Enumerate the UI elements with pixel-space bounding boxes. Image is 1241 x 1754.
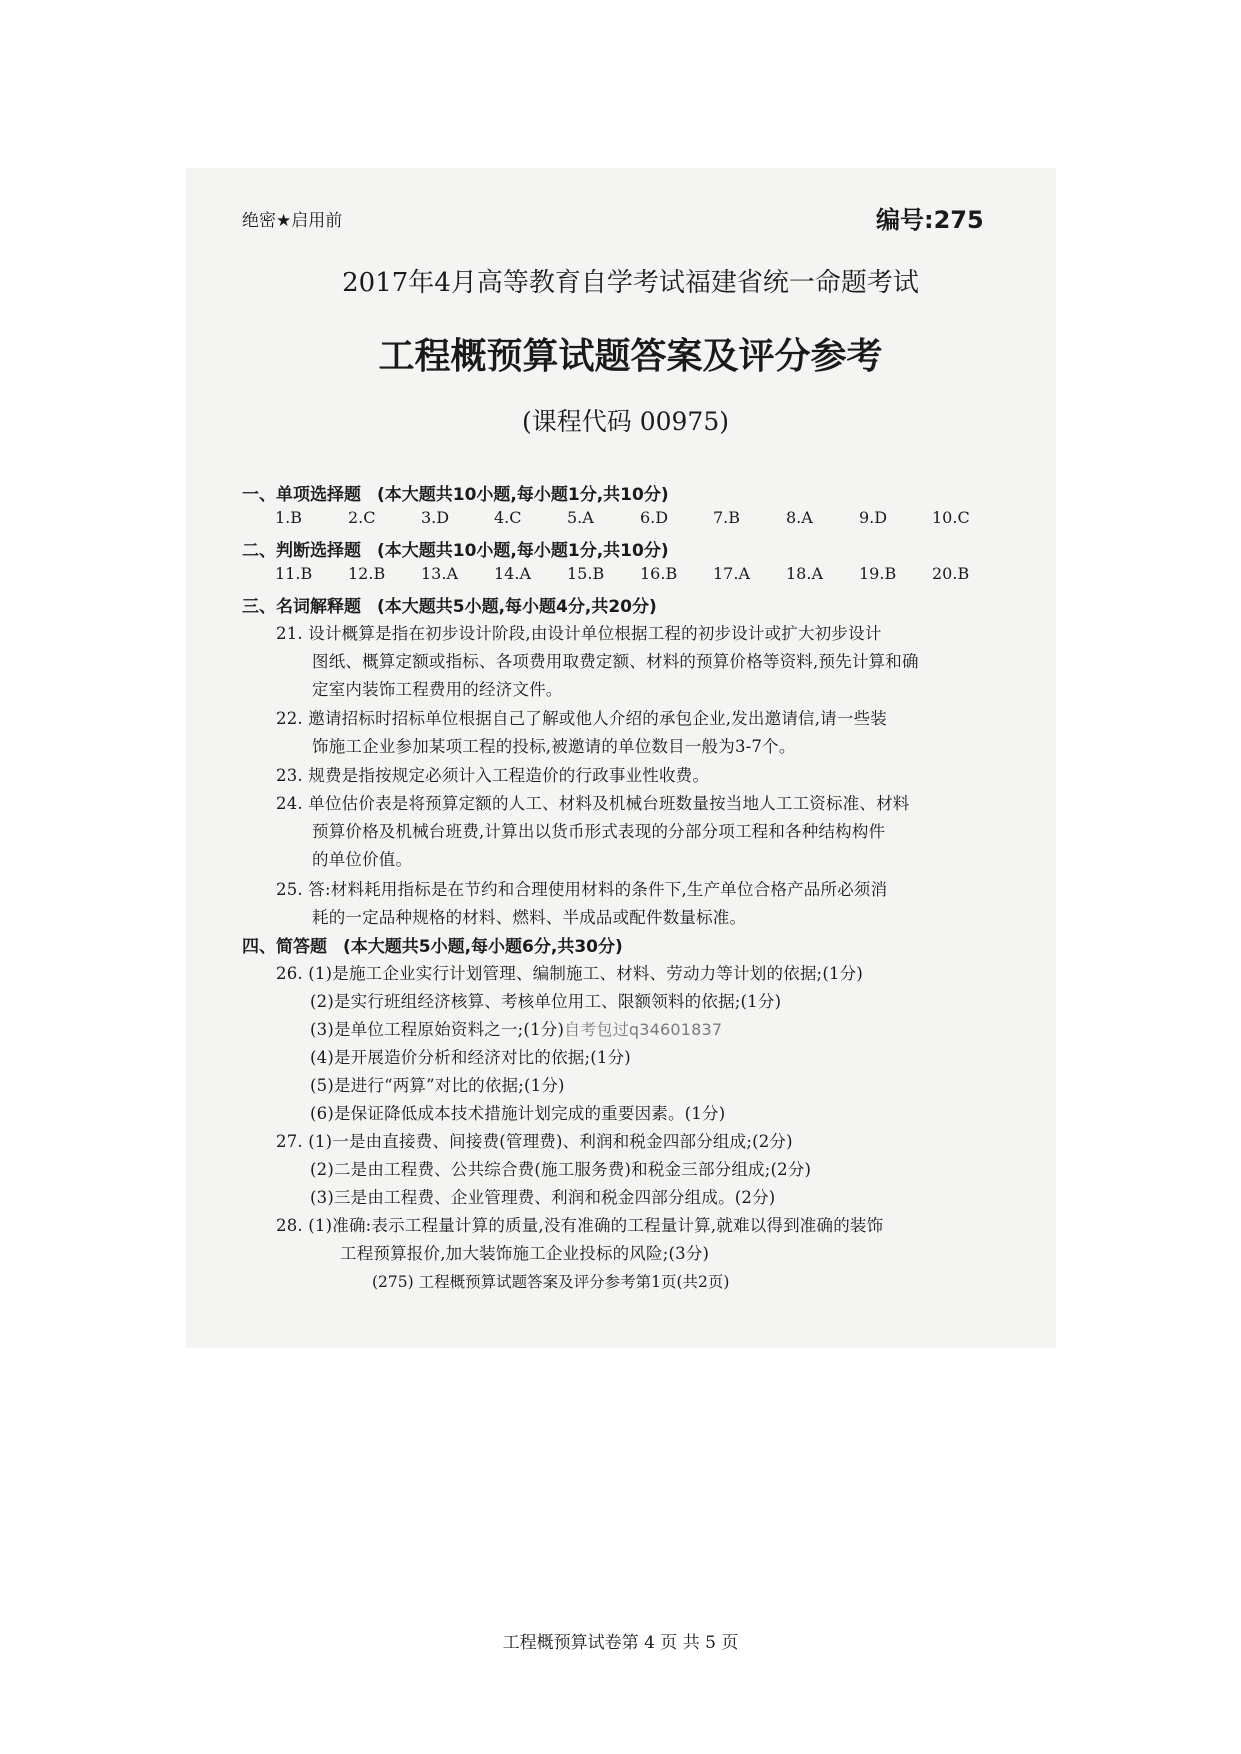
q21-line-3: 定室内装饰工程费用的经济文件。 xyxy=(312,680,563,699)
q27-line-2: (2)二是由工程费、公共综合费(施工服务费)和税金三部分组成;(2分) xyxy=(310,1160,812,1179)
answer-item: 19.B xyxy=(859,564,897,583)
q24-line-2: 预算价格及机械台班费,计算出以货币形式表现的分部分项工程和各种结构构件 xyxy=(312,822,886,841)
q21-line-2: 图纸、概算定额或指标、各项费用取费定额、材料的预算价格等资料,预先计算和确 xyxy=(312,652,919,671)
answer-item: 16.B xyxy=(640,564,678,583)
q22-line-1: 22. 邀请招标时招标单位根据自己了解或他人介绍的承包企业,发出邀请信,请一些装 xyxy=(276,709,887,728)
confidential-label: 绝密★启用前 xyxy=(242,211,343,231)
answers-row-1 xyxy=(275,508,1005,527)
q26-line-3: (3)是单位工程原始资料之一;(1分)自考包过q34601837 xyxy=(310,1020,723,1039)
section-desc: (本大题共5小题,每小题6分,共30分) xyxy=(343,937,623,957)
q26-line-4: (4)是开展造价分析和经济对比的依据;(1分) xyxy=(310,1048,631,1067)
answer-item: 11.B xyxy=(275,564,313,583)
answer-item: 5.A xyxy=(567,508,594,527)
section-4-heading xyxy=(242,932,623,957)
exam-title: 2017年4月高等教育自学考试福建省统一命题考试 xyxy=(342,268,919,298)
q22-line-2: 饰施工企业参加某项工程的投标,被邀请的单位数目一般为3-7个。 xyxy=(312,737,796,756)
answer-item: 17.A xyxy=(713,564,750,583)
q25-line-2: 耗的一定品种规格的材料、燃料、半成品或配件数量标准。 xyxy=(312,908,747,927)
course-code: (课程代码 00975) xyxy=(522,407,729,436)
answers-row-2 xyxy=(275,564,1005,583)
answer-item: 3.D xyxy=(421,508,450,527)
watermark-text: 自考包过q34601837 xyxy=(564,1020,723,1039)
section-3-heading xyxy=(242,592,657,617)
section-2-heading xyxy=(242,536,669,561)
q26-line-2: (2)是实行班组经济核算、考核单位用工、限额领料的依据;(1分) xyxy=(310,992,782,1011)
answer-item: 18.A xyxy=(786,564,823,583)
q25-line-1: 25. 答:材料耗用指标是在节约和合理使用材料的条件下,生产单位合格产品所必须消 xyxy=(276,880,888,899)
answer-item: 8.A xyxy=(786,508,813,527)
paper-number: 编号:275 xyxy=(876,206,984,234)
section-desc: (本大题共10小题,每小题1分,共10分) xyxy=(377,541,669,561)
q26-line-1: 26. (1)是施工企业实行计划管理、编制施工、材料、劳动力等计划的依据;(1分) xyxy=(276,964,863,983)
q26-line-6: (6)是保证降低成本技术措施计划完成的重要因素。(1分) xyxy=(310,1104,726,1123)
answer-item: 7.B xyxy=(713,508,741,527)
section-title: 四、简答题 xyxy=(242,937,327,957)
section-title: 二、判断选择题 xyxy=(242,541,361,561)
q26-line-5: (5)是进行“两算”对比的依据;(1分) xyxy=(310,1076,565,1095)
section-title: 三、名词解释题 xyxy=(242,597,361,617)
q23-line-1: 23. 规费是指按规定必须计入工程造价的行政事业性收费。 xyxy=(276,766,710,785)
answer-item: 9.D xyxy=(859,508,888,527)
answer-item: 13.A xyxy=(421,564,458,583)
page-footer: 工程概预算试卷第 4 页 共 5 页 xyxy=(502,1633,739,1653)
section-desc: (本大题共5小题,每小题4分,共20分) xyxy=(377,597,657,617)
inner-page-footer: (275) 工程概预算试题答案及评分参考第1页(共2页) xyxy=(372,1273,730,1291)
answer-item: 10.C xyxy=(932,508,970,527)
q27-line-3: (3)三是由工程费、企业管理费、利润和税金四部分组成。(2分) xyxy=(310,1188,776,1207)
answer-item: 2.C xyxy=(348,508,376,527)
section-desc: (本大题共10小题,每小题1分,共10分) xyxy=(377,485,669,505)
answer-item: 1.B xyxy=(275,508,303,527)
answer-item: 12.B xyxy=(348,564,386,583)
q24-line-1: 24. 单位估价表是将预算定额的人工、材料及机械台班数量按当地人工工资标准、材料 xyxy=(276,794,910,813)
section-1-heading xyxy=(242,480,669,505)
q27-line-1: 27. (1)一是由直接费、间接费(管理费)、利润和税金四部分组成;(2分) xyxy=(276,1132,793,1151)
q21-line-1: 21. 设计概算是指在初步设计阶段,由设计单位根据工程的初步设计或扩大初步设计 xyxy=(276,624,882,643)
q28-line-2: 工程预算报价,加大装饰施工企业投标的风险;(3分) xyxy=(340,1244,710,1263)
document-title: 工程概预算试题答案及评分参考 xyxy=(378,335,883,377)
q24-line-3: 的单位价值。 xyxy=(312,850,413,869)
answer-item: 15.B xyxy=(567,564,605,583)
section-title: 一、单项选择题 xyxy=(242,485,361,505)
q28-line-1: 28. (1)准确:表示工程量计算的质量,没有准确的工程量计算,就难以得到准确的装饰 xyxy=(276,1216,884,1235)
answer-item: 20.B xyxy=(932,564,970,583)
answer-item: 14.A xyxy=(494,564,531,583)
answer-item: 4.C xyxy=(494,508,522,527)
answer-item: 6.D xyxy=(640,508,669,527)
